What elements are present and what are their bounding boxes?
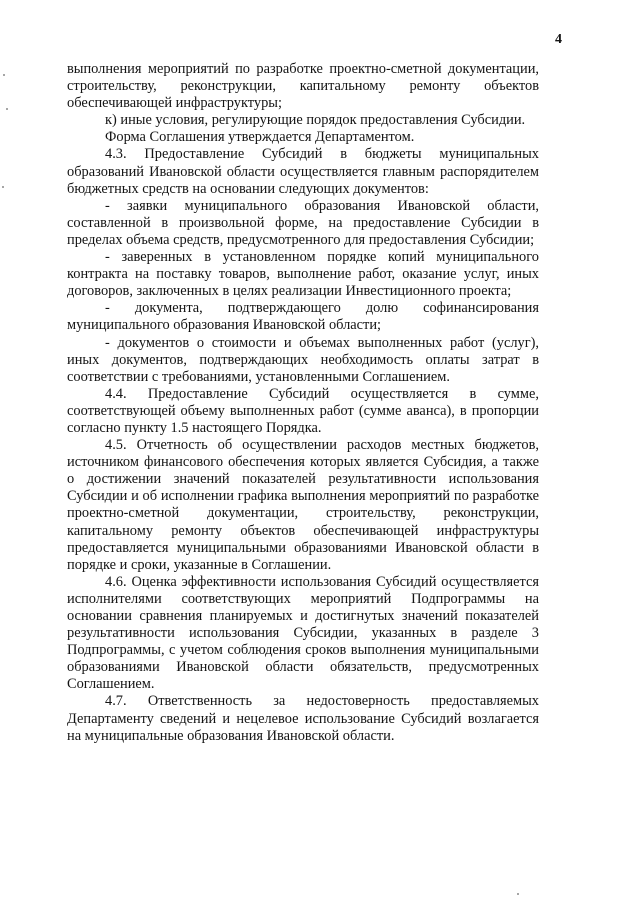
page-number: 4 xyxy=(555,32,562,47)
paragraph-4-5: 4.5. Отчетность об осуществлении расходов местных бюджетов, источником финансового обеспечения которых является Субсидия, а также о достижении значений показателей результативности использования Субсидии и об исполнении графика выполнения мероприятий по разработке проектно-сметной документации, строительству, реконструкции, капитальному ремонту объектов обеспечивающей инфраструктуры предоставляется муниципальными образованиями Ивановской области в порядке и сроки, указанные в Соглашении. xyxy=(67,437,539,573)
list-item-cost-documents: - документов о стоимости и объемах выполненных работ (услуг), иных документов, подтверждающих необходимость оплаты затрат в соответствии с требованиями, установленными Соглашением. xyxy=(67,334,539,385)
scan-speck xyxy=(2,186,4,188)
paragraph-4-3: 4.3. Предоставление Субсидий в бюджеты муниципальных образований Ивановской области осуществляется главным распорядителем бюджетных средств на основании следующих документов: xyxy=(67,146,539,197)
paragraph-4-4: 4.4. Предоставление Субсидий осуществляется в сумме, соответствующей объему выполненных работ (сумме аванса), в пропорции согласно пункту 1.5 настоящего Порядка. xyxy=(67,385,539,436)
paragraph-agreement-form: Форма Соглашения утверждается Департаментом. xyxy=(105,129,415,146)
document-body xyxy=(67,61,539,745)
scan-speck xyxy=(6,108,8,110)
paragraph-4-7: 4.7. Ответственность за недостоверность предоставляемых Департаменту сведений и нецелевое использование Субсидий возлагается на муниципальные образования Ивановской области. xyxy=(67,693,539,744)
list-item-application: - заявки муниципального образования Ивановской области, составленной в произвольной форме, на предоставление Субсидии в пределах объема средств, предусмотренного для предоставления Субсидии; xyxy=(67,197,539,248)
scan-speck xyxy=(517,893,519,895)
list-item-contract-copies: - заверенных в установленном порядке копий муниципального контракта на поставку товаров, выполнение работ, оказание услуг, иных договоров, заключенных в целях реализации Инвестиционного проекта; xyxy=(67,249,539,300)
paragraph-item-k: к) иные условия, регулирующие порядок предоставления Субсидии. xyxy=(105,112,526,129)
paragraph-4-6: 4.6. Оценка эффективности использования Субсидий осуществляется исполнителями соответствующих мероприятий Подпрограммы на основании сравнения планируемых и достигнутых значений показателей результативности использования Субсидии, указанных в разделе 3 Подпрограммы, с учетом соблюдения сроков выполнения муниципальными образованиями Ивановской области обязательств, предусмотренных Соглашением. xyxy=(67,573,539,693)
list-item-cofinancing-document: - документа, подтверждающего долю софинансирования муниципального образования Ивановской области; xyxy=(67,300,539,334)
scan-speck xyxy=(3,74,5,76)
paragraph-continuation: выполнения мероприятий по разработке проектно-сметной документации, строительству, реконструкции, капитальному ремонту объектов обеспечивающей инфраструктуры; xyxy=(67,61,539,112)
